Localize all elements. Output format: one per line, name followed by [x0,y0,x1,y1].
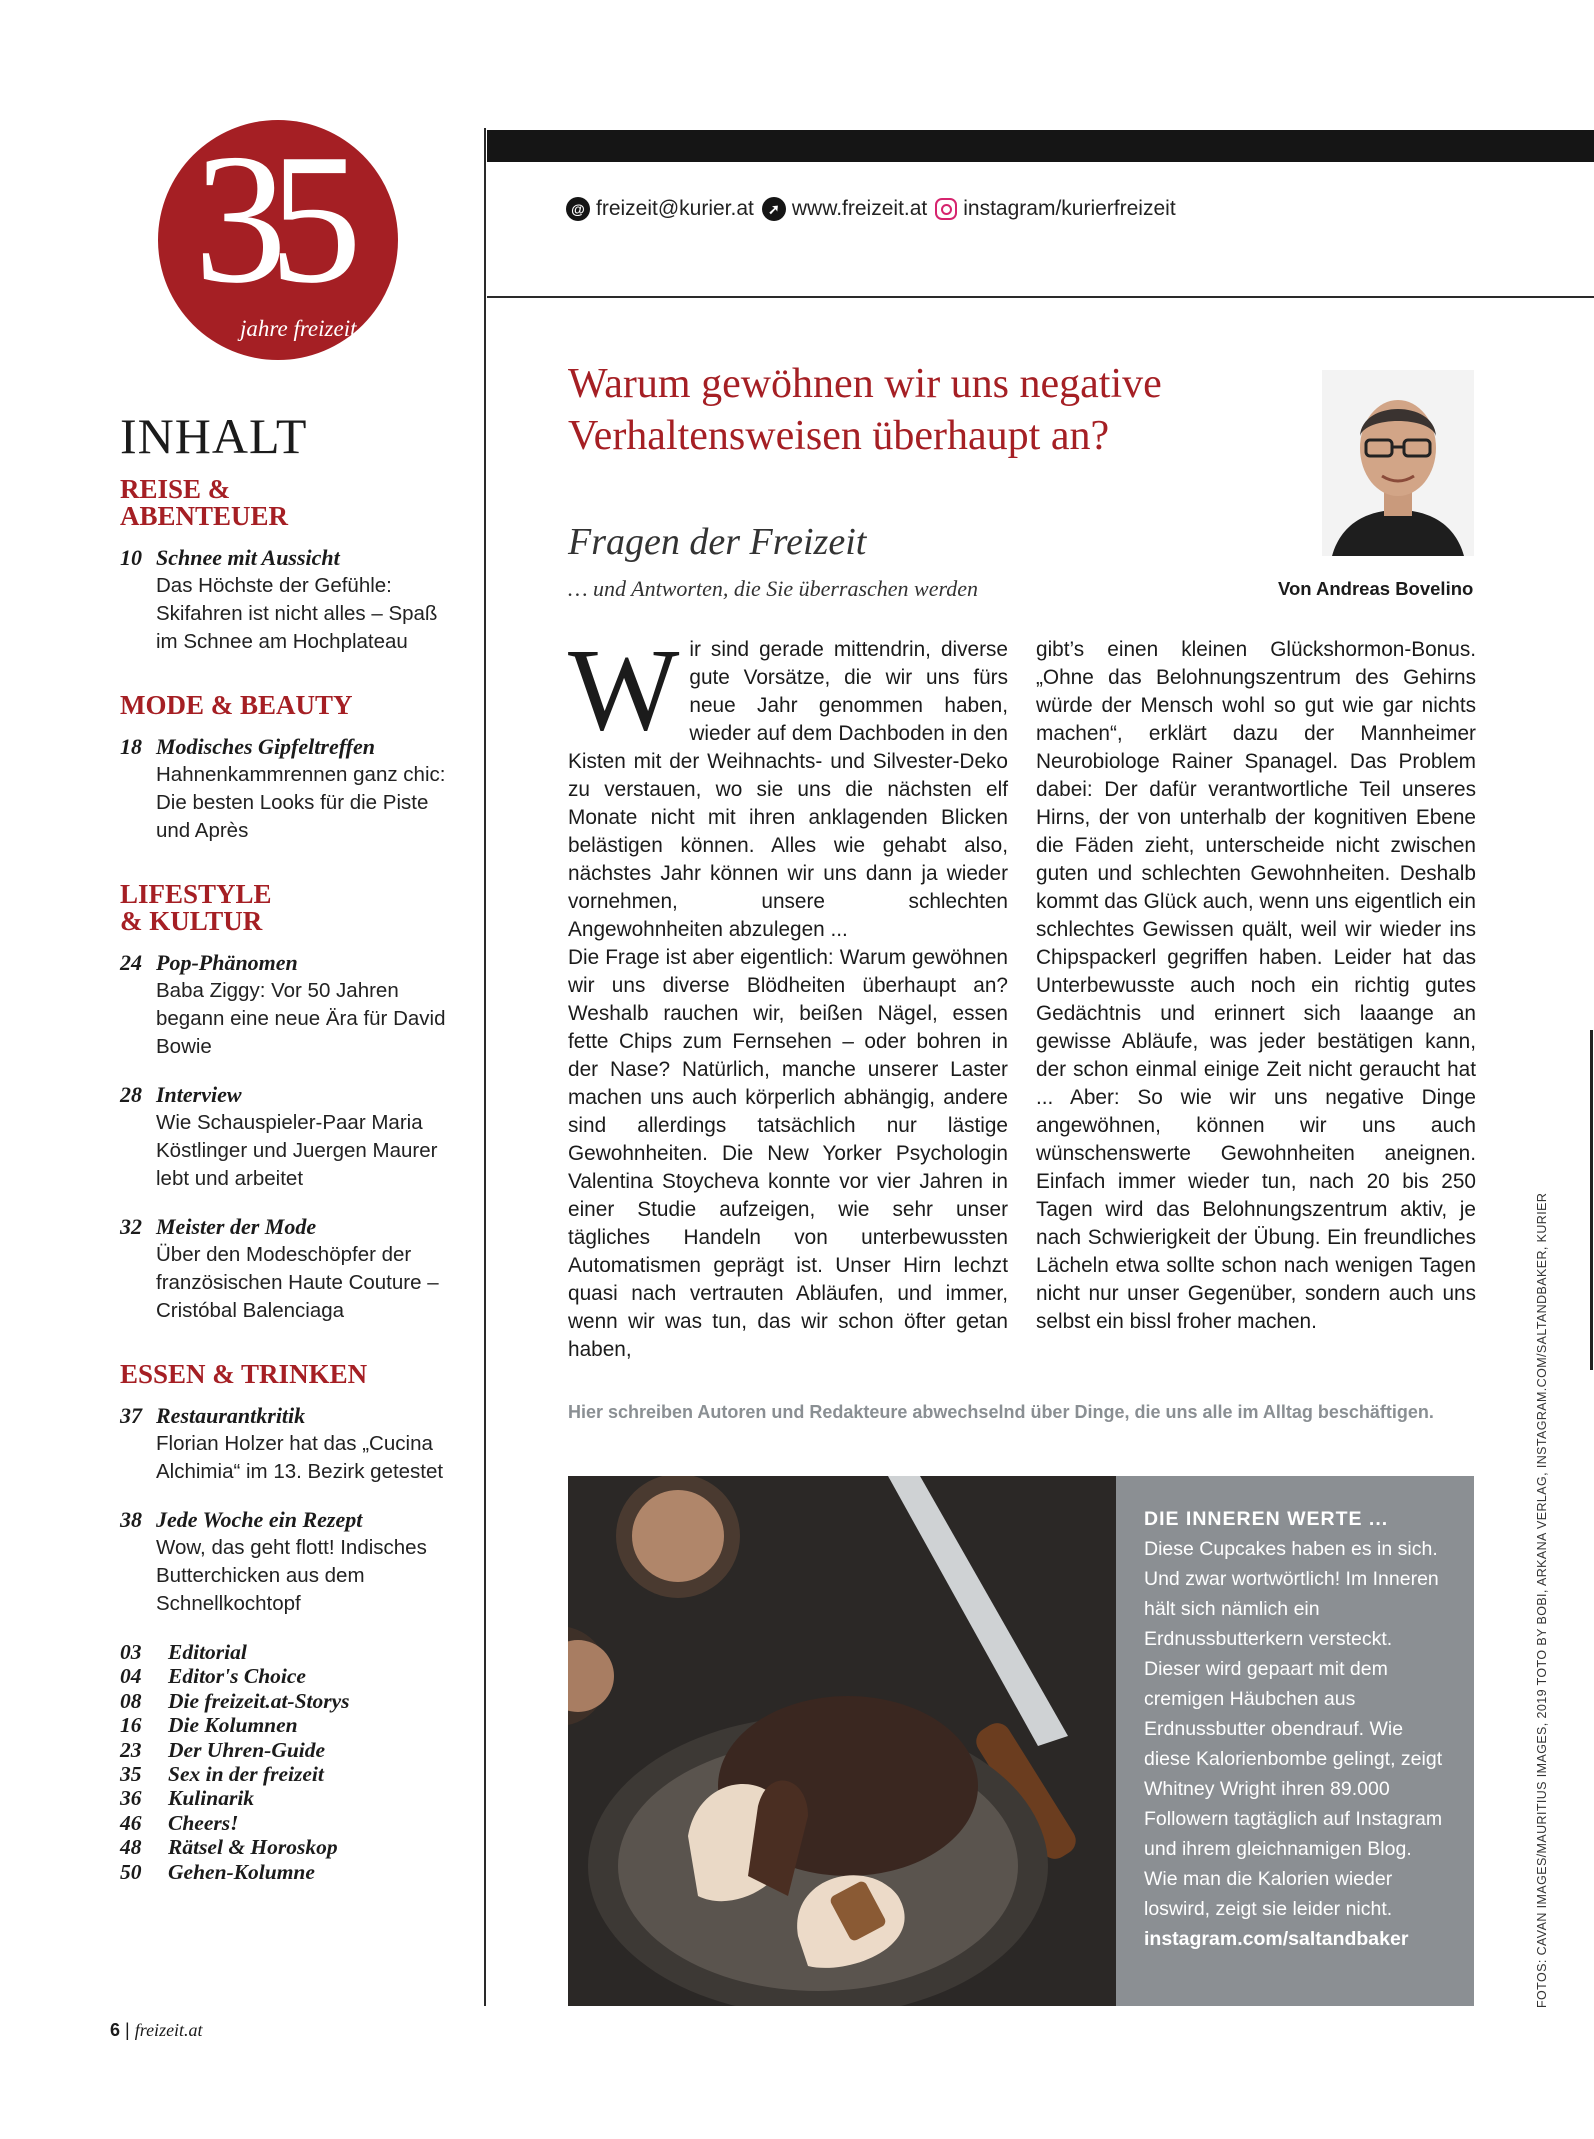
at-icon: @ [566,197,590,221]
toc-entry-desc: Florian Holzer hat das „Cucina Alchimia“ im 13. Bezirk getestet [156,1432,444,1483]
toc-entry-title: Restaurantkritik [156,1403,306,1428]
header-bar [487,130,1594,162]
toc-entry-page: 32 [120,1214,142,1239]
toc-entry[interactable] [120,1402,450,1486]
author-byline: Von Andreas Bovelino [1278,578,1474,599]
cupcake-photo [568,1476,1116,2006]
header-rule [487,296,1594,298]
toc-entry-title: Schnee mit Aussicht [156,545,340,570]
column-caption: Hier schreiben Autoren und Redakteure abwechselnd über Dinge, die uns alle im Alltag beschäftigen. [568,1402,1434,1422]
toc-entry-page: 18 [120,734,142,759]
article-column-2 [1036,636,1476,1336]
toc-entry-desc: Wow, das geht flott! Indisches Butterchicken aus dem Schnellkochtopf [156,1536,427,1615]
column-title: Fragen der Freizeit [568,521,867,563]
article-paragraph: ir sind gerade mittendrin, diverse gute Vorsätze, die wir uns fürs neue Jahr genommen haben, wieder auf dem Dachboden in den Kisten mit der Weihnachts- und Silvester-Deko zu verstauen, wo sie uns die nächsten elf Monate nicht mit ihren anklagenden Blicken belästigen können. Alles wie gehabt also, nächstes Jahr können wir uns dann ja wieder vornehmen, unsere schlechten Angewohnheiten abzulegen ... [568,638,1008,941]
rocket-icon: ➚ [762,197,786,221]
instagram-icon [935,198,957,220]
article-headline: Warum gewöhnen wir uns negative Verhaltensweisen überhaupt an? [568,361,1162,459]
toc-entry-desc: Über den Modeschöpfer der französischen Haute Couture – Cristóbal Balenciaga [156,1243,439,1322]
toc-section [120,1361,450,1618]
drop-cap: W [568,624,680,755]
page-footer [110,2020,203,2041]
toc-entry-desc: Wie Schauspieler-Paar Maria Köstlinger und Juergen Maurer lebt und arbeitet [156,1111,438,1190]
toc-entry[interactable] [120,544,450,656]
toc-entry[interactable] [120,733,450,845]
web-link[interactable]: www.freizeit.at [791,197,928,220]
instagram-link[interactable]: instagram/kurierfreizeit [963,197,1176,220]
author-portrait [1322,370,1474,556]
toc-short-item[interactable]: 04 Editor's Choice [120,1664,306,1689]
toc-short-item[interactable]: 35 Sex in der freizeit [120,1762,324,1787]
logo-subtitle: jahre freizeit [240,316,357,341]
logo-number: 35 [194,116,344,322]
toc-entry[interactable] [120,949,450,1061]
toc-entry-desc: Baba Ziggy: Vor 50 Jahren begann eine neue Ära für David Bowie [156,979,446,1058]
toc-entry-page: 10 [120,545,142,570]
info-text: Diese Cupcakes haben es in sich. Und zwar wortwörtlich! Im Inneren hält sich nämlich ein Erdnussbutterkern versteckt. Dieser wird gepaart mit dem cremigen Häubchen aus Erdnussbutter obendrauf. Wie diese Kalorienbombe gelingt, zeigt Whitney Wright ihren 89.000 Followern tagtäglich auf Instagram und ihrem gleichnamigen Blog. Wie man die Kalorien wieder loswird, zeigt sie leider nicht. [1144,1538,1443,1920]
info-link[interactable]: instagram.com/saltandbaker [1144,1928,1409,1950]
footer-separator: | [125,2020,130,2040]
footer-site: freizeit.at [134,2020,203,2040]
info-heading: DIE INNEREN WERTE ... [1144,1508,1389,1530]
author-photo-icon [1322,370,1474,556]
cupcake-image-icon [568,1476,1116,2006]
toc-section [120,881,450,1325]
photo-credit: FOTOS: CAVAN IMAGES/MAURITIUS IMAGES, 2019 TOTO BY BOBI, ARKANA VERLAG, INSTAGRAM.COM/SALTANDBAKER, KURIER [1535,1192,1549,2008]
toc-section-heading: ESSEN & TRINKEN [120,1359,368,1389]
toc-entry-title: Modisches Gipfeltreffen [156,734,375,759]
toc-entry-page: 24 [120,950,142,975]
toc-entry-page: 37 [120,1403,142,1428]
toc-section-heading: REISE & ABENTEUER [120,474,289,531]
toc-entry-title: Jede Woche ein Rezept [156,1507,363,1532]
page-number: 6 [110,2020,121,2040]
toc-short-item[interactable]: 23 Der Uhren-Guide [120,1737,326,1762]
toc-title: INHALT [120,408,308,464]
toc-section [120,476,450,656]
article-paragraph: gibt’s einen kleinen Glückshormon-Bonus. „Ohne das Belohnungszentrum des Gehirns würde der Mensch wohl so gut wie gar nichts machen“, erklärt dazu der Mannheimer Neurobiologe Rainer Spanagel. Das Problem dabei: Der dafür verantwortliche Teil unseres Hirns, der von unterhalb der kognitiven Ebene die Fäden zieht, unterscheide nicht zwischen guten und schlechten Gewohnheiten. Deshalb kommt das Glück auch, wenn uns eigentlich ein schlechtes Gewissen quält, weil wir wieder ins Chipspackerl gegriffen haben. Leider hat das Unterbewusste auch noch ein richtig gutes Gedächtnis und erinnert sich laaange an gewisse Abläufe, was jeder bestätigen kann, der schon einmal einige Zeit nicht geraucht hat ... Aber: So wie wir uns negative Dinge angewöhnen, können wir uns auch wünschenswerte Gewohnheiten aneignen. Einfach immer wieder tun, nach 20 bis 250 Tagen wird das Belohnungszentrum aktiv, je nach Schwierigkeit der Übung. Ein freundliches Lächeln etwa sollte schon nach wenigen Tagen nicht nur unser Gegenüber, sondern auch uns selbst ein bissl froher machen. [1036,638,1476,1333]
toc-section [120,692,450,845]
toc-entry[interactable] [120,1506,450,1618]
article-paragraph: Die Frage ist aber eigentlich: Warum gewöhnen wir uns diverse Blödheiten überhaupt an? Weshalb rauchen wir, beißen Nägel, essen fette Chips zum Fernsehen – oder bohren in der Nase? Natürlich, manche unserer Laster machen uns auch körperlich abhängig, andere sind allerdings tatsächlich nur lästige Gewohnheiten. Die New Yorker Psychologin Valentina Stoycheva konnte vor vier Jahren in einer Studie aufzeigen, wie sehr unser tägliches Handeln von unterbewussten Automatismen geprägt ist. Unser Hirn lechzt quasi nach vertrauten Abläufen, und immer, wenn wir was tun, das wir schon öfter getan haben, [568,946,1008,1361]
toc-entry-title: Meister der Mode [156,1214,317,1239]
toc-entry-title: Pop-Phänomen [156,950,298,975]
toc-short-item[interactable]: 36 Kulinarik [120,1786,255,1811]
toc-entry-title: Interview [156,1082,242,1107]
anniversary-logo [158,116,398,360]
article-column-1 [568,624,1008,1364]
column-divider [484,128,486,2006]
toc-short-item[interactable]: 50 Gehen-Kolumne [120,1859,315,1884]
toc-short-list [120,1640,450,1884]
contact-row [566,197,1184,221]
toc-entry[interactable] [120,1081,450,1193]
toc-short-item[interactable]: 46 Cheers! [120,1810,239,1835]
edge-rule [1590,1030,1593,1370]
table-of-contents [120,408,450,1884]
toc-short-item[interactable]: 03 Editorial [120,1640,247,1664]
toc-entry-desc: Hahnenkammrennen ganz chic: Die besten Looks für die Piste und Après [156,763,446,842]
toc-entry-page: 28 [120,1082,142,1107]
toc-entry[interactable] [120,1213,450,1325]
toc-section-heading: MODE & BEAUTY [120,690,353,720]
toc-entry-page: 38 [120,1507,142,1532]
toc-short-item[interactable]: 08 Die freizeit.at-Storys [120,1688,350,1713]
toc-short-item[interactable]: 16 Die Kolumnen [120,1713,298,1738]
toc-entry-desc: Das Höchste der Gefühle: Skifahren ist nicht alles – Spaß im Schnee am Hochplateau [156,574,438,653]
email-link[interactable]: freizeit@kurier.at [596,197,754,220]
toc-short-item[interactable]: 48 Rätsel & Horoskop [120,1835,338,1860]
column-subtitle: … und Antworten, die Sie überraschen werden [568,576,979,601]
info-box [1116,1476,1474,2006]
toc-section-heading: LIFESTYLE & KULTUR [120,879,272,936]
